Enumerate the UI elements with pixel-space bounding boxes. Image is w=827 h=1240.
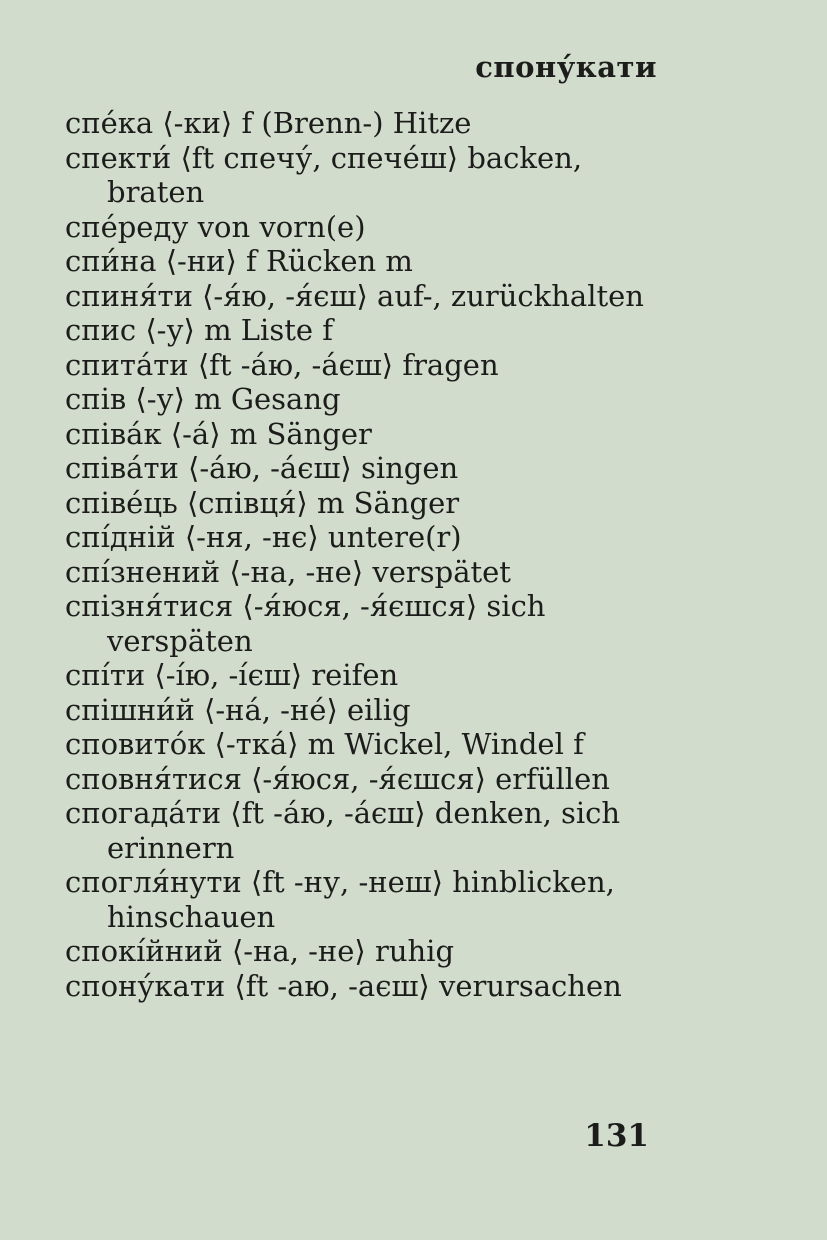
entry-list (65, 106, 655, 1003)
dictionary-entry: спізня́тися ⟨-я́юся, -я́єшся⟩ sich verspäten (65, 589, 546, 658)
dictionary-entry: сповито́к ⟨-тка́⟩ m Wickel, Windel f (65, 727, 584, 761)
dictionary-entry: співа́к ⟨-а́⟩ m Sänger (65, 416, 372, 451)
dictionary-entry: спита́ти ⟨ft -а́ю, -а́єш⟩ fragen (65, 347, 499, 382)
dictionary-entry: спе́ка ⟨-ки⟩ f (Brenn-) Hitze (65, 106, 472, 140)
dictionary-entry: спиня́ти ⟨-я́ю, -я́єш⟩ auf-, zurückhalten (65, 278, 644, 313)
dictionary-entry: спішни́й ⟨-на́, -не́⟩ eilig (65, 692, 411, 727)
dictionary-entry: спи́на ⟨-ни⟩ f Rücken m (65, 244, 413, 278)
dictionary-entry: співе́ць ⟨співця́⟩ m Sänger (65, 485, 460, 520)
dictionary-entry: спокі́йний ⟨-на, -не⟩ ruhig (65, 934, 455, 968)
page-number: 131 (584, 1118, 649, 1154)
running-head: спону́кати (475, 50, 657, 84)
dictionary-entry: спі́ти ⟨-і́ю, -і́єш⟩ reifen (65, 658, 399, 692)
dictionary-entry: сповня́тися ⟨-я́юся, -я́єшся⟩ erfüllen (65, 761, 610, 796)
dictionary-entry: спекти́ ⟨ft спечу́, спече́ш⟩ backen, braten (65, 140, 583, 209)
dictionary-entry: співа́ти ⟨-а́ю, -а́єш⟩ singen (65, 451, 459, 485)
dictionary-entry: спис ⟨-у⟩ m Liste f (65, 313, 333, 347)
dictionary-entry: спе́реду von vorn(e) (65, 209, 366, 244)
dictionary-entry: спі́дній ⟨-ня, -нє⟩ untere(r) (65, 520, 462, 554)
dictionary-entry: спів ⟨-у⟩ m Gesang (65, 382, 341, 416)
dictionary-entry: спі́знений ⟨-на, -не⟩ verspätet (65, 554, 511, 589)
dictionary-entry: спогада́ти ⟨ft -а́ю, -а́єш⟩ denken, sich erinnern (65, 796, 621, 865)
dictionary-entry: спогля́нути ⟨ft -ну, -неш⟩ hinblicken, hinschauen (65, 865, 615, 934)
dictionary-entry: спону́кати ⟨ft -аю, -аєш⟩ verursachen (65, 968, 622, 1003)
